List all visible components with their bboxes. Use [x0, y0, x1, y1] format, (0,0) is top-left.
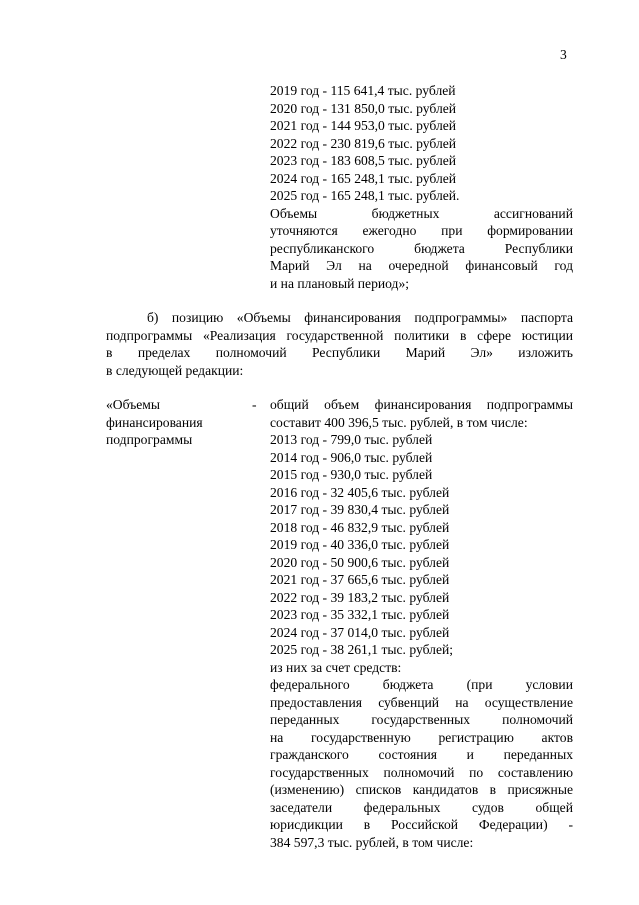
year-line: 2018 год - 46 832,9 тыс. рублей — [270, 519, 450, 535]
label-line: финансирования — [106, 414, 203, 430]
note-line: Объемы бюджетных ассигнований — [270, 205, 573, 221]
year-line: 2016 год - 32 405,6 тыс. рублей — [270, 484, 450, 500]
year-line: 2020 год - 50 900,6 тыс. рублей — [270, 554, 450, 570]
year-line: 2015 год - 930,0 тыс. рублей — [270, 467, 433, 482]
federal-line: на государственную регистрацию актов — [270, 729, 573, 745]
note-line: и на плановый период»; — [270, 275, 410, 291]
year-line: 2025 год - 38 261,1 тыс. рублей; — [270, 642, 454, 657]
year-line: 2021 год - 37 665,6 тыс. рублей — [270, 572, 450, 587]
federal-line: юрисдикции в Российской Федерации) - — [270, 817, 573, 832]
year-line: 2025 год - 165 248,1 тыс. рублей. — [270, 188, 460, 203]
paragraph-line: подпрограммы «Реализация государственной политики в сфере юстиции — [106, 327, 573, 343]
page-number: 3 — [560, 47, 567, 62]
year-line: 2023 год - 183 608,5 тыс. рублей — [270, 153, 457, 168]
year-line: 2024 год - 37 014,0 тыс. рублей — [270, 624, 450, 640]
label-line: подпрограммы — [106, 432, 193, 447]
paragraph-line: б) позицию «Объемы финансирования подпрограммы» паспорта — [147, 310, 573, 325]
year-line: 2017 год - 39 830,4 тыс. рублей — [270, 502, 450, 517]
federal-line: предоставления субвенций на осуществление — [270, 694, 573, 710]
year-line: 2023 год - 35 332,1 тыс. рублей — [270, 607, 450, 622]
federal-line: государственных полномочий по составлению — [270, 764, 573, 780]
federal-line: федерального бюджета (при условии — [270, 677, 573, 692]
year-line: 2021 год - 144 953,0 тыс. рублей — [270, 118, 457, 133]
federal-line: заседатели федеральных судов общей — [270, 799, 573, 815]
year-line: 2019 год - 115 641,4 тыс. рублей — [270, 83, 456, 98]
sources-intro: из них за счет средств: — [270, 659, 402, 675]
year-line: 2020 год - 131 850,0 тыс. рублей — [270, 100, 457, 116]
note-line: Марий Эл на очередной финансовый год — [270, 258, 573, 273]
note-line: республиканского бюджета Республики — [270, 240, 573, 256]
federal-line: (изменению) списков кандидатов в присяжные — [270, 782, 573, 797]
year-line: 2024 год - 165 248,1 тыс. рублей — [270, 170, 457, 186]
federal-line: 384 597,3 тыс. рублей, в том числе: — [270, 834, 474, 850]
label-line: «Объемы — [106, 397, 160, 412]
year-line: 2013 год - 799,0 тыс. рублей — [270, 432, 433, 447]
year-line: 2022 год - 230 819,6 тыс. рублей — [270, 135, 457, 151]
year-line: 2019 год - 40 336,0 тыс. рублей — [270, 537, 450, 552]
federal-line: переданных государственных полномочий — [270, 712, 573, 727]
paragraph-line: в пределах полномочий Республики Марий Эл» изложить — [106, 345, 573, 360]
label-dash: - — [252, 397, 257, 412]
paragraph-line: в следующей редакции: — [106, 362, 244, 378]
note-line: уточняются ежегодно при формировании — [270, 223, 573, 238]
intro-line: составит 400 396,5 тыс. рублей, в том числе: — [270, 414, 528, 430]
year-line: 2014 год - 906,0 тыс. рублей — [270, 449, 433, 465]
federal-line: гражданского состояния и переданных — [270, 747, 573, 762]
year-line: 2022 год - 39 183,2 тыс. рублей — [270, 589, 450, 605]
intro-line: общий объем финансирования подпрограммы — [270, 397, 573, 412]
